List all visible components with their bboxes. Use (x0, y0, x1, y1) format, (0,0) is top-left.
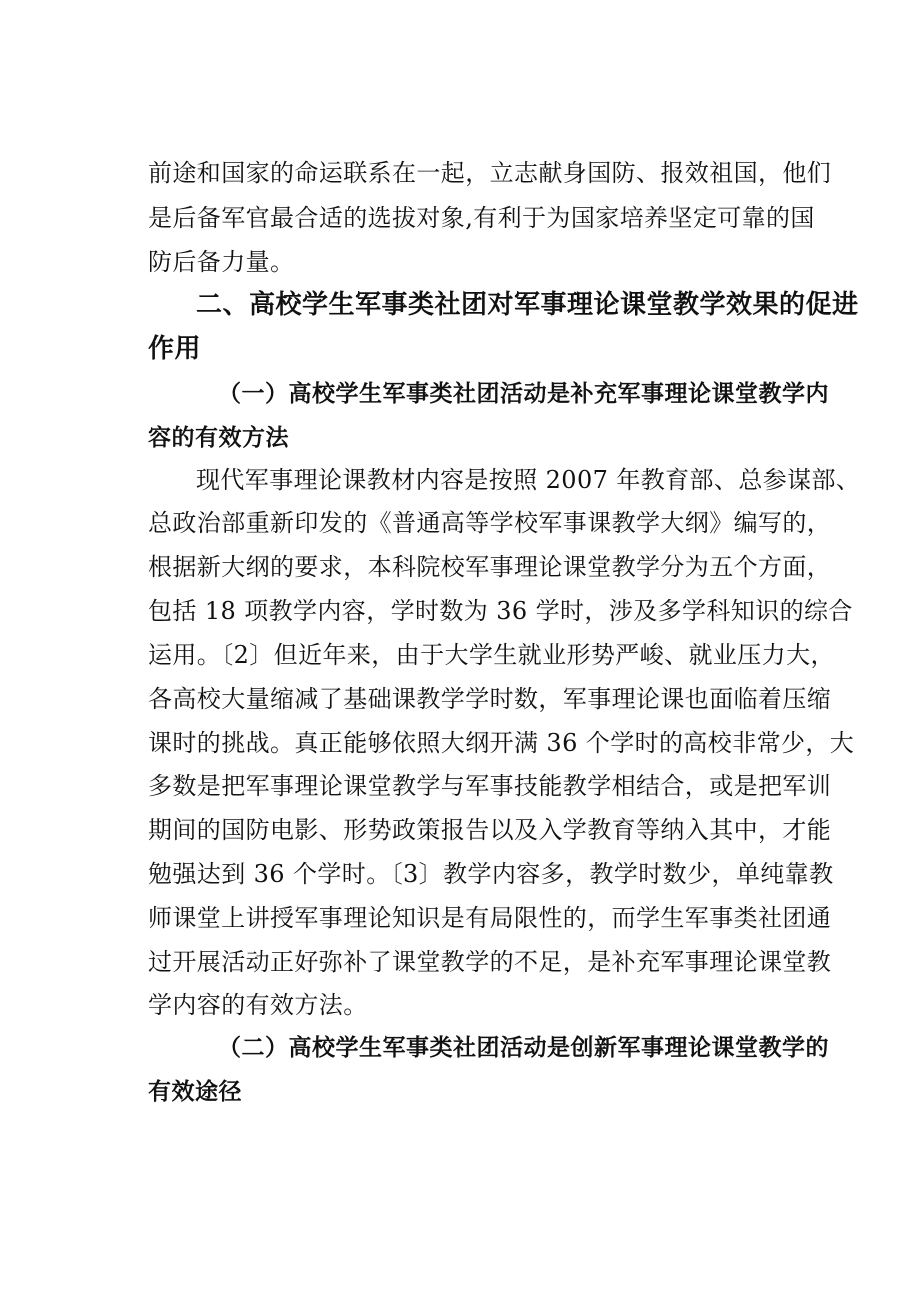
text-line: 多数是把军事理论课堂教学与军事技能教学相结合，或是把军训 (148, 772, 832, 800)
text-line: 防后备力量。 (148, 248, 295, 276)
section-heading-line: 二、高校学生军事类社团对军事理论课堂教学效果的促进 (196, 290, 859, 320)
text-line: 期间的国防电影、形势政策报告以及入学教育等纳入其中，才能 (148, 816, 832, 844)
subsection-heading-line: （二）高校学生军事类社团活动是创新军事理论课堂教学的 (218, 1035, 829, 1061)
text-line: 勉强达到 36 个学时。〔3〕教学内容多，教学时数少，单纯靠教 (148, 860, 834, 888)
text-line: 根据新大纲的要求，本科院校军事理论课堂教学分为五个方面， (148, 553, 832, 581)
text-line: 前途和国家的命运联系在一起，立志献身国防、报效祖国，他们 (148, 159, 832, 187)
text-line: 是后备军官最合适的选拔对象,有利于为国家培养坚定可靠的国 (148, 204, 815, 232)
subsection-heading-line: 容的有效方法 (148, 425, 289, 451)
text-line: 运用。〔2〕但近年来，由于大学生就业形势严峻、就业压力大， (148, 641, 835, 669)
subsection-heading-line: （一）高校学生军事类社团活动是补充军事理论课堂教学内 (218, 381, 829, 407)
text-line: 学内容的有效方法。 (148, 991, 368, 1019)
text-line: 包括 18 项教学内容，学时数为 36 学时，涉及多学科知识的综合 (148, 597, 853, 625)
section-heading-line: 作用 (148, 334, 202, 364)
text-line: 总政治部重新印发的《普通高等学校军事课教学大纲》编写的， (148, 509, 832, 537)
text-line: 课时的挑战。真正能够依照大纲开满 36 个学时的高校非常少，大 (148, 729, 855, 757)
subsection-heading-line: 有效途径 (148, 1079, 242, 1105)
text-line: 过开展活动正好弥补了课堂教学的不足，是补充军事理论课堂教 (148, 948, 832, 976)
text-line: 师课堂上讲授军事理论知识是有局限性的，而学生军事类社团通 (148, 904, 832, 932)
text-line: 现代军事理论课教材内容是按照 2007 年教育部、总参谋部、 (196, 466, 861, 494)
text-line: 各高校大量缩减了基础课教学学时数，军事理论课也面临着压缩 (148, 685, 832, 713)
